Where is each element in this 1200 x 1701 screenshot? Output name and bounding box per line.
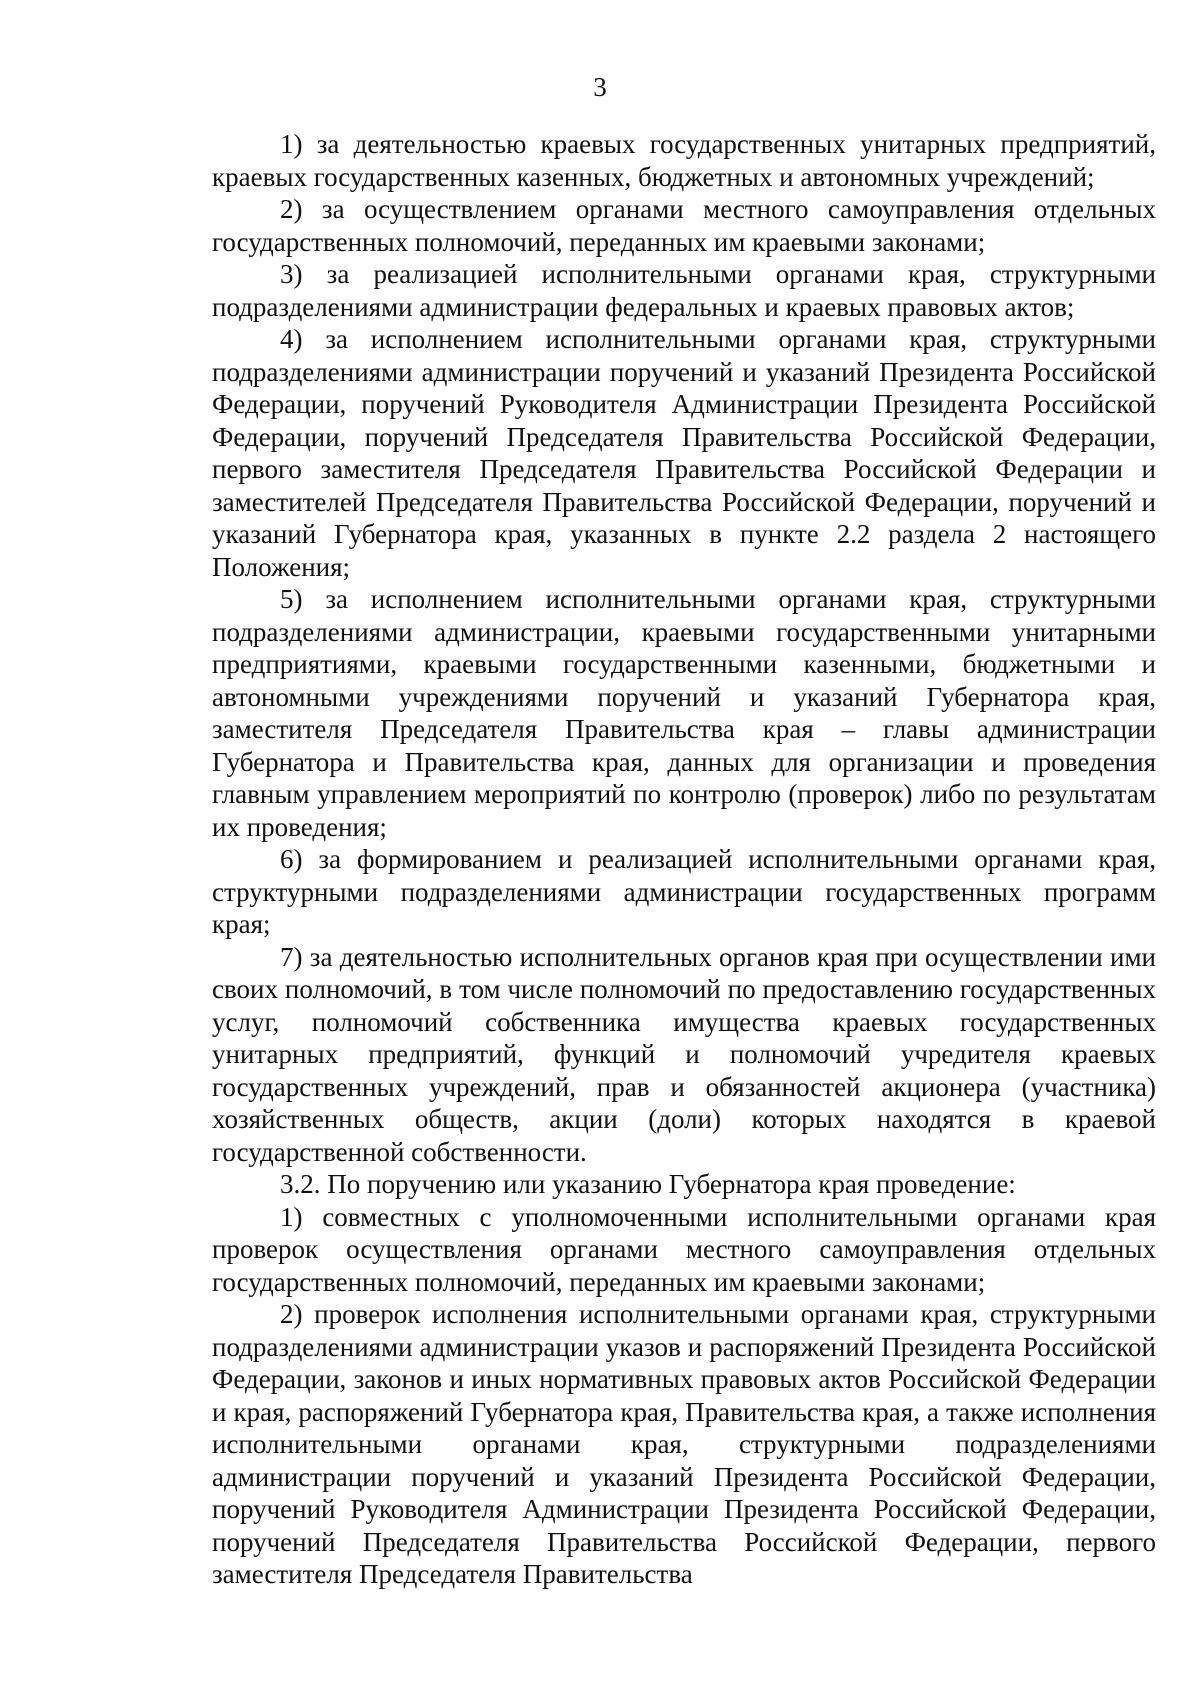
- paragraph-item-3: 3) за реализацией исполнительными органами края, структурными подразделениями администрации федеральных и краевых правовых актов;: [212, 259, 1156, 322]
- paragraph-item-5: 5) за исполнением исполнительными органами края, структурными подразделениями администрации, краевыми государственными унитарными предприятиями, краевыми государственными казенными, бюджетными и автономными учреждениями поручений и указаний Губернатора края, заместителя Председателя Правительства края – главы администрации Губернатора и Правительства края, данных для организации и проведения главным управлением мероприятий по контролю (проверок) либо по результатам их проведения;: [212, 584, 1156, 842]
- paragraph-item-7: 7) за деятельностью исполнительных органов края при осуществлении ими своих полномочий, в том числе полномочий по предоставлению государственных услуг, полномочий собственника имущества краевых государственных унитарных предприятий, функций и полномочий учредителя краевых государственных учреждений, прав и обязанностей акционера (участника) хозяйственных обществ, акции (доли) которых находятся в краевой государственной собственности.: [212, 941, 1156, 1167]
- page-number: 3: [593, 72, 607, 102]
- paragraph-item-6: 6) за формированием и реализацией исполнительными органами края, структурными подразделениями администрации государственных программ края;: [212, 844, 1156, 939]
- section-3-2-heading: 3.2. По поручению или указанию Губернатора края проведение:: [280, 1169, 1016, 1199]
- paragraph-item-2: 2) за осуществлением органами местного самоуправления отдельных государственных полномочий, переданных им краевыми законами;: [212, 194, 1156, 257]
- paragraph-item-1: 1) за деятельностью краевых государственных унитарных предприятий, краевых государственных казенных, бюджетных и автономных учреждений;: [212, 129, 1156, 192]
- paragraph-3-2-item-2: 2) проверок исполнения исполнительными органами края, структурными подразделениями администрации указов и распоряжений Президента Российской Федерации, законов и иных нормативных правовых актов Российской Федерации и края, распоряжений Губернатора края, Правительства края, а также исполнения исполнительными органами края, структурными подразделениями администрации поручений и указаний Президента Российской Федерации, поручений Руководителя Администрации Президента Российской Федерации, поручений Председателя Правительства Российской Федерации, первого заместителя Председателя Правительства: [212, 1299, 1156, 1589]
- paragraph-3-2-item-1: 1) совместных с уполномоченными исполнительными органами края проверок осуществления органами местного самоуправления отдельных государственных полномочий, переданных им краевыми законами;: [212, 1201, 1156, 1297]
- paragraph-item-4: 4) за исполнением исполнительными органами края, структурными подразделениями администрации поручений и указаний Президента Российской Федерации, поручений Руководителя Администрации Президента Российской Федерации, поручений Председателя Правительства Российской Федерации, первого заместителя Председателя Правительства Российской Федерации и заместителей Председателя Правительства Российской Федерации, поручений и указаний Губернатора края, указанных в пункте 2.2 раздела 2 настоящего Положения;: [212, 324, 1156, 582]
- document-body: [212, 128, 1156, 1591]
